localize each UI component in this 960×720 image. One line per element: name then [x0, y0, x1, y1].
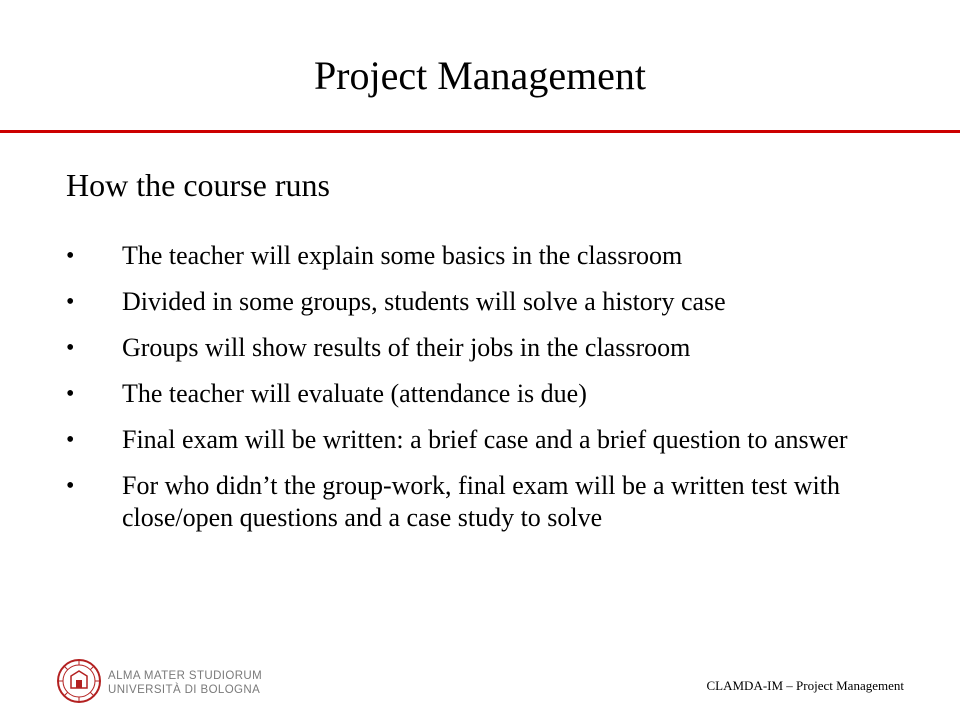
bullet-item: [0, 470, 960, 534]
bullet-text: Divided in some groups, students will solve a history case: [122, 287, 726, 316]
bullet-text: The teacher will evaluate (attendance is due): [122, 379, 587, 408]
bullet-text: Final exam will be written: a brief case and a brief question to answer: [122, 425, 848, 454]
bullet-text: Groups will show results of their jobs in the classroom: [122, 333, 691, 362]
logo-text-line2: UNIVERSITÀ DI BOLOGNA: [108, 684, 261, 696]
bullet-marker: •: [66, 473, 75, 499]
slide-title: Project Management: [313, 53, 647, 98]
bullet-item: [0, 286, 960, 318]
bullet-marker: •: [66, 289, 75, 315]
footer-caption: CLAMDA-IM – Project Management: [706, 678, 904, 693]
bullet-item: [0, 332, 960, 364]
logo-text-line1: ALMA MATER STUDIORUM: [108, 670, 263, 682]
title-divider: [0, 130, 960, 133]
bullet-item: [0, 424, 960, 456]
bullet-text: The teacher will explain some basics in the classroom: [122, 241, 683, 270]
bullet-text: For who didn’t the group-work, final exam will be a written test with close/open questions and a case study to solve: [122, 471, 840, 532]
university-seal-icon: [56, 658, 102, 704]
slide-subtitle: How the course runs: [66, 167, 330, 203]
bullet-list: [0, 240, 960, 548]
bullet-item: [0, 378, 960, 410]
bullet-marker: •: [66, 381, 75, 407]
bullet-item: [0, 240, 960, 272]
university-logo: [56, 658, 296, 706]
bullet-marker: •: [66, 243, 75, 269]
bullet-marker: •: [66, 335, 75, 361]
bullet-marker: •: [66, 427, 75, 453]
